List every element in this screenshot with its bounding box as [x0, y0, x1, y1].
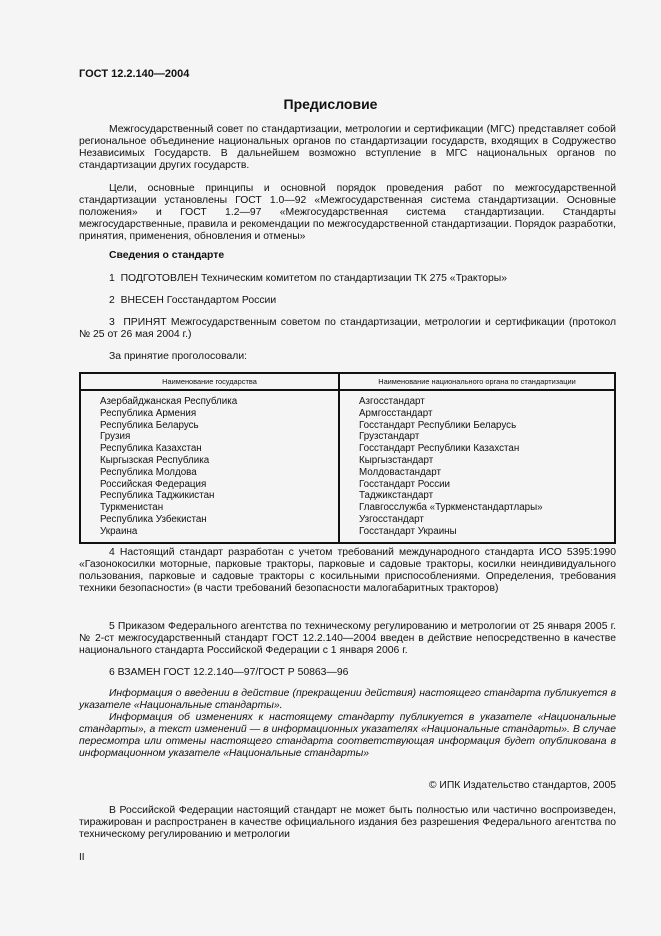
page-title: Предисловие — [283, 96, 378, 112]
item-5-text: 5 Приказом Федерального агентства по техническому регулированию и метрологии от 25 января 2005 г. № 2-ст межгосударственный стандарт ГОСТ 12.2.140—2004 введен в действие непосредственно в качестве национального стандарта Российской Федерации с 1 января 2006 г. — [79, 621, 616, 656]
standards-body-name: Узгосстандарт — [359, 513, 424, 525]
item-6-text: 6 ВЗАМЕН ГОСТ 12.2.140—97/ГОСТ Р 50863—96 — [109, 667, 349, 678]
standards-body-name: Госстандарт России — [359, 478, 451, 490]
item-3-keyword: ПРИНЯТ — [123, 317, 167, 328]
state-name: Республика Узбекистан — [100, 513, 207, 525]
intro-paragraph-1 — [79, 124, 616, 172]
states-cell — [80, 390, 339, 543]
standards-body-name: Госстандарт Республики Беларусь — [359, 419, 517, 431]
item-1 — [79, 273, 616, 285]
running-header: ГОСТ 12.2.140—2004 — [79, 68, 190, 80]
section-heading — [79, 250, 616, 262]
item-4-text: 4 Настоящий стандарт разработан с учетом требований международного стандарта ИСО 5395:1990 «Газонокосилки моторные, парковые тракторы, парковые и садовые тракторы, косилки неиндивидуального пользования, парковые и садовые тракторы с косильными приспособлениями. Определения, требования техники безопасности» (в части требований безопасности малогабаритных тракторов) — [79, 547, 616, 594]
item-3-number: 3 — [109, 317, 115, 328]
standards-body-name: Молдовастандарт — [359, 466, 441, 478]
state-name: Туркменистан — [100, 502, 164, 514]
item-4 — [79, 547, 616, 595]
voted-label — [79, 351, 616, 363]
item-1-text: Техническим комитетом по стандартизации ТК 275 «Тракторы» — [200, 273, 508, 284]
item-2-keyword: ВНЕСЕН — [120, 295, 164, 306]
item-1-number: 1 — [109, 273, 115, 284]
column-header-body: Наименование национального органа по стандартизации — [339, 373, 615, 390]
standards-body-name: Азгосстандарт — [359, 396, 425, 407]
state-name: Республика Молдова — [100, 466, 197, 478]
rights-notice-text: В Российской Федерации настоящий стандарт не может быть полностью или частично воспроизведен, тиражирован и распространен в качестве официального издания без разрешения Федерального агентства по техническому регулированию и метрологии — [79, 805, 616, 840]
state-name: Республика Беларусь — [100, 419, 199, 431]
item-2 — [79, 295, 616, 307]
section-heading-text: Сведения о стандарте — [109, 250, 225, 261]
intro-text-2: Цели, основные принципы и основной порядок проведения работ по межгосударственной стандартизации установлены ГОСТ 1.0—92 «Межгосударственная система стандартизации. Основные положения» и ГОСТ 1.2—97 «Межгосударственная система стандартизации. Стандарты межгосударственные, правила и рекомендации по межгосударственной стандартизации. Порядок разработки, принятия, применения, обновления и отмены» — [79, 183, 616, 242]
state-name: Азербайджанская Республика — [100, 396, 238, 407]
info-paragraph-2 — [79, 712, 616, 760]
standards-body-name: Госстандарт Украины — [359, 525, 457, 537]
standards-body-name: Госстандарт Республики Казахстан — [359, 443, 520, 455]
page-number: II — [79, 852, 85, 863]
intro-paragraph-2 — [79, 183, 616, 243]
standards-body-name: Главгосслужба «Туркменстандартлары» — [359, 502, 543, 514]
column-header-state: Наименование государства — [80, 373, 339, 390]
standards-body-name: Армгосстандарт — [359, 407, 433, 419]
standards-body-name: Кыргызстандарт — [359, 454, 434, 466]
copyright-notice: © ИПК Издательство стандартов, 2005 — [428, 780, 616, 791]
rights-notice — [79, 805, 616, 841]
bodies-cell — [339, 390, 615, 543]
voting-table — [79, 372, 616, 544]
standards-body-name: Грузстандарт — [359, 431, 420, 443]
state-name: Российская Федерация — [100, 478, 207, 490]
info-paragraph-1 — [79, 688, 616, 712]
item-2-number: 2 — [109, 295, 115, 306]
table-row — [80, 390, 615, 543]
info-text-1: Информация о введении в действие (прекращении действия) настоящего стандарта публикуется в указателе «Национальные стандарты». — [79, 688, 616, 711]
intro-text-1: Межгосударственный совет по стандартизации, метрологии и сертификации (МГС) представляет собой региональное объединение национальных органов по стандартизации государств, входящих в Содружество Независимых Государств. В дальнейшем возможно вступление в МГС национальных органов по стандартизации других государств. — [79, 124, 616, 171]
state-name: Республика Таджикистан — [100, 490, 215, 502]
state-name: Украина — [100, 525, 138, 537]
state-name: Кыргызская Республика — [100, 454, 210, 466]
item-3-text: Межгосударственным советом по стандартизации, метрологии и сертификации (протокол № 25 от 26 мая 2004 г.) — [79, 317, 617, 340]
item-3 — [79, 317, 616, 341]
item-2-text: Госстандартом России — [166, 295, 277, 306]
state-name: Республика Армения — [100, 407, 197, 419]
voted-text: За принятие проголосовали: — [109, 351, 248, 362]
state-name: Республика Казахстан — [100, 443, 202, 455]
item-6 — [79, 667, 616, 679]
standards-body-name: Таджикстандарт — [359, 490, 434, 502]
state-name: Грузия — [100, 431, 131, 443]
item-1-keyword: ПОДГОТОВЛЕН — [120, 273, 199, 284]
item-5 — [79, 621, 616, 657]
table-header-row — [80, 373, 615, 390]
info-text-2: Информация об изменениях к настоящему стандарту публикуется в указателе «Национальные стандарты», а текст изменений — в информационных указателях «Национальные стандарты». В случае пересмотра или отмены настоящего стандарта соответствующая информация будет опубликована в информационном указателе «Национальные стандарты» — [79, 712, 616, 759]
